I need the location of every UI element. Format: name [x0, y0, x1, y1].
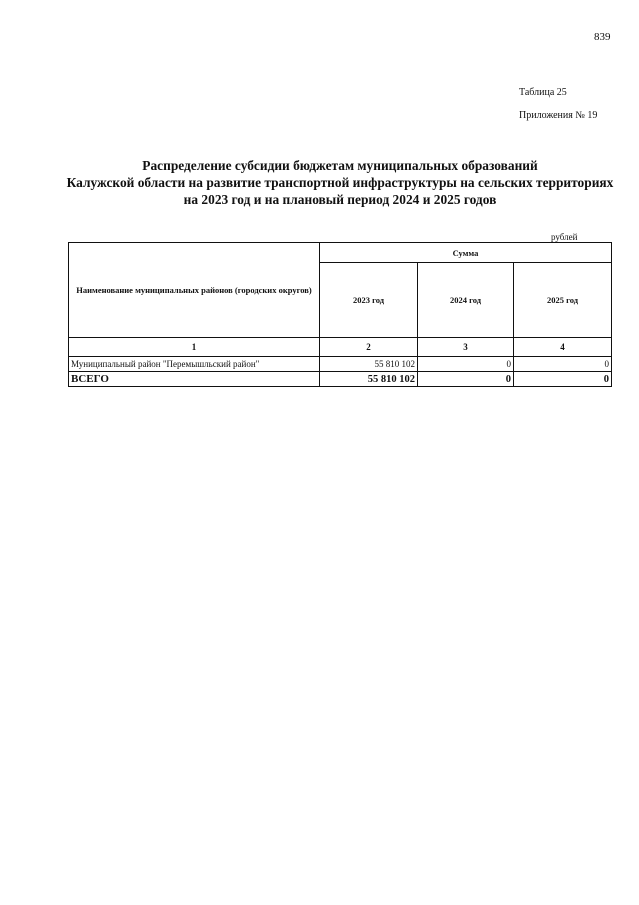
title-line-2: Калужской области на развитие транспортной инфраструктуры на сельских территориях	[66, 175, 614, 190]
total-value-2024: 0	[418, 372, 514, 387]
document-title	[40, 157, 639, 208]
header-year-2023: 2023 год	[320, 263, 418, 338]
row-value-2024: 0	[418, 357, 514, 372]
row-name: Муниципальный район "Перемышльский район"	[69, 357, 320, 372]
units-label: рублей	[551, 232, 578, 242]
col-number-2: 2	[320, 338, 418, 357]
total-value-2023: 55 810 102	[320, 372, 418, 387]
appendix-reference: Приложения № 19	[519, 110, 598, 121]
table-reference: Таблица 25	[519, 87, 567, 98]
row-value-2025: 0	[514, 357, 612, 372]
title-line-1: Распределение субсидии бюджетам муниципальных образований	[142, 158, 538, 173]
total-value-2025: 0	[514, 372, 612, 387]
header-year-2025: 2025 год	[514, 263, 612, 338]
title-line-3: на 2023 год и на плановый период 2024 и 2025 годов	[183, 192, 497, 207]
total-row	[69, 372, 612, 387]
subsidy-table	[68, 242, 612, 387]
header-name: Наименование муниципальных районов (городских округов)	[69, 243, 320, 338]
row-value-2023: 55 810 102	[320, 357, 418, 372]
col-number-3: 3	[418, 338, 514, 357]
header-year-2024: 2024 год	[418, 263, 514, 338]
page-number: 839	[594, 31, 611, 43]
table-row	[69, 357, 612, 372]
total-name: ВСЕГО	[69, 372, 320, 387]
header-sum: Сумма	[320, 243, 612, 263]
col-number-4: 4	[514, 338, 612, 357]
col-number-1: 1	[69, 338, 320, 357]
